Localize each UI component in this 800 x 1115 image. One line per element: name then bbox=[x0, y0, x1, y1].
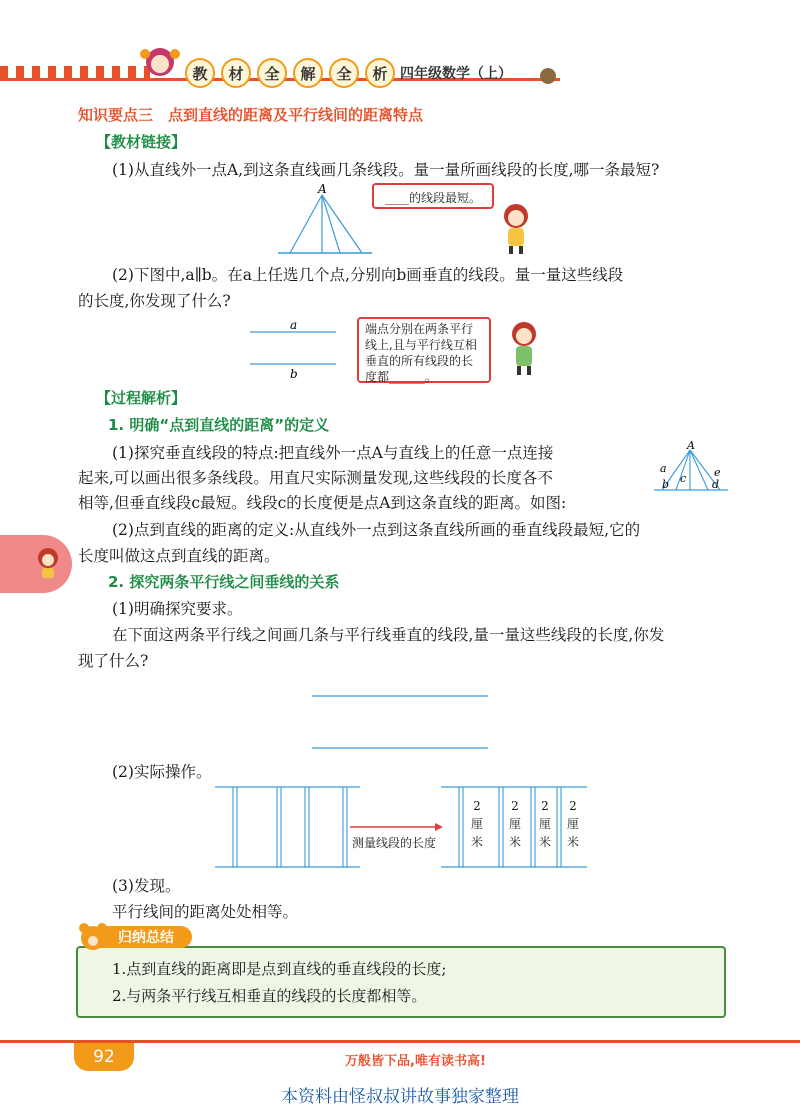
girl-mascot-icon bbox=[135, 40, 185, 86]
header-badge: 解 bbox=[293, 58, 323, 88]
step-3: (3)发现。 bbox=[112, 877, 181, 895]
measure-char: 米 bbox=[538, 835, 551, 849]
figure-segments-abcde bbox=[652, 440, 730, 496]
summary-line-2: 2.与两条平行线互相垂直的线段的长度都相等。 bbox=[112, 987, 427, 1005]
fig3-label-A: A bbox=[687, 440, 695, 452]
fig1-speech-bubble: ____的线段最短。 bbox=[372, 183, 494, 209]
measure-label bbox=[538, 797, 552, 851]
fig2-label-a: a bbox=[290, 318, 298, 332]
measure-char: 2 bbox=[473, 799, 481, 813]
measure-char: 2 bbox=[569, 799, 577, 813]
para-2-line1: (2)点到直线的距离的定义:从直线外一点到这条直线所画的垂直线段最短,它的 bbox=[112, 521, 641, 539]
header-badge: 析 bbox=[365, 58, 395, 88]
conclusion: 平行线间的距离处处相等。 bbox=[112, 903, 299, 921]
section-title: 知识要点三 点到直线的距离及平行线间的距离特点 bbox=[78, 106, 424, 124]
measure-char: 米 bbox=[508, 835, 521, 849]
measure-label bbox=[566, 797, 580, 851]
header-badge: 全 bbox=[329, 58, 359, 88]
page-number: 92 bbox=[74, 1043, 134, 1071]
subsection-1-title: 1. 明确“点到直线的距离”的定义 bbox=[108, 416, 330, 434]
header-checker-strip bbox=[0, 66, 150, 78]
measure-char: 米 bbox=[566, 835, 579, 849]
measure-char: 2 bbox=[541, 799, 549, 813]
measure-char: 厘 bbox=[566, 817, 579, 831]
fig3-label-a: a bbox=[660, 462, 667, 475]
measure-label bbox=[508, 797, 522, 851]
side-tab-girl-icon bbox=[34, 546, 62, 580]
fig3-label-b: b bbox=[662, 478, 670, 491]
subsection-2-title: 2. 探究两条平行线之间垂线的关系 bbox=[108, 573, 340, 591]
figure-two-parallel-lines bbox=[312, 690, 492, 754]
fig2-label-b: b bbox=[290, 367, 298, 381]
header-badge: 全 bbox=[257, 58, 287, 88]
header-title-badges bbox=[185, 58, 395, 88]
measure-char: 米 bbox=[470, 835, 483, 849]
question-2-line2: 的长度,你发现了什么? bbox=[78, 292, 231, 310]
footer-credit: 本资料由怪叔叔讲故事独家整理 bbox=[281, 1087, 519, 1107]
para-1-line3: 相等,但垂直线段c最短。线段c的长度便是点A到这条直线的距离。如图: bbox=[78, 494, 567, 512]
analysis-tag: 【过程解析】 bbox=[96, 389, 187, 407]
figure-point-to-line bbox=[270, 183, 380, 263]
measure-char: 厘 bbox=[538, 817, 551, 831]
header-badge: 材 bbox=[221, 58, 251, 88]
bear-mascot-icon bbox=[76, 920, 110, 954]
figure-parallel-lines-ab bbox=[248, 318, 338, 382]
question-2-line1: (2)下图中,a∥b。在a上任选几个点,分别向b画垂直的线段。量一量这些线段 bbox=[112, 266, 624, 284]
measure-char: 厘 bbox=[508, 817, 521, 831]
girl-cartoon-icon bbox=[496, 200, 536, 255]
para-2-line2: 长度叫做这点到直线的距离。 bbox=[78, 547, 280, 565]
fig3-label-c: c bbox=[680, 472, 687, 485]
measure-char: 2 bbox=[511, 799, 519, 813]
link-tag: 【教材链接】 bbox=[96, 133, 187, 151]
summary-line-1: 1.点到直线的距离即是点到直线的垂直线段的长度; bbox=[112, 960, 447, 978]
summary-box bbox=[76, 946, 726, 1018]
question-1: (1)从直线外一点A,到这条直线画几条线段。量一量所画线段的长度,哪一条最短? bbox=[112, 161, 660, 179]
measure-label bbox=[470, 797, 484, 851]
step-2: (2)实际操作。 bbox=[112, 763, 212, 781]
bubble-line: 度都______。 bbox=[365, 370, 438, 384]
step-1-task-line2: 现了什么? bbox=[78, 652, 149, 670]
fig3-label-e: e bbox=[714, 466, 721, 479]
header-badge: 教 bbox=[185, 58, 215, 88]
step-1: (1)明确探究要求。 bbox=[112, 600, 243, 618]
fig3-label-d: d bbox=[712, 478, 720, 491]
para-1-line2: 起来,可以画出很多条线段。用直尺实际测量发现,这些线段的长度各不 bbox=[78, 469, 553, 487]
bubble-line: 端点分别在两条平行 bbox=[365, 322, 474, 336]
fig2-speech-bubble bbox=[357, 317, 491, 383]
step-1-task-line1: 在下面这两条平行线之间画几条与平行线垂直的线段,量一量这些线段的长度,你发 bbox=[112, 626, 665, 644]
header-dot-icon bbox=[540, 68, 556, 84]
fig5-arrow-label: 测量线段的长度 bbox=[352, 836, 437, 850]
measure-char: 厘 bbox=[470, 817, 483, 831]
girl-cartoon-icon bbox=[504, 318, 544, 378]
figure-measure-operation bbox=[215, 783, 587, 873]
bubble-line: 垂直的所有线段的长 bbox=[365, 354, 474, 368]
fig1-point-label: A bbox=[318, 183, 327, 196]
header-grade: 四年级数学（上） bbox=[400, 66, 512, 82]
para-1-line1: (1)探究垂直线段的特点:把直线外一点A与直线上的任意一点连接 bbox=[112, 444, 554, 462]
summary-title: 归纳总结 bbox=[92, 926, 192, 948]
bubble-line: 线上,且与平行线互相 bbox=[365, 338, 477, 352]
footer-slogan: 万般皆下品,唯有读书高! bbox=[345, 1054, 486, 1069]
